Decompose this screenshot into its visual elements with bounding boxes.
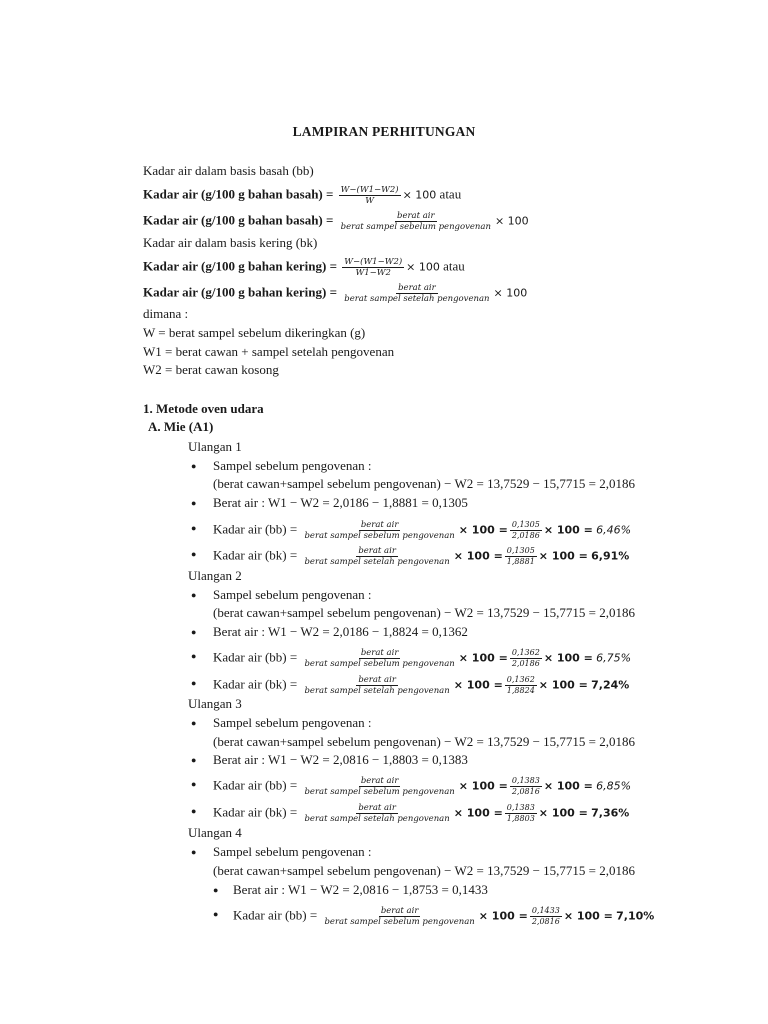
bullet-icon: ●: [213, 909, 219, 919]
fraction-numerator: berat air: [397, 211, 435, 221]
fraction-denominator: berat sampel setelah pengovenan: [304, 814, 450, 824]
formula-bk-1: [143, 257, 465, 278]
value-fraction: [510, 648, 542, 669]
fraction-denominator: berat sampel sebelum pengovenan: [304, 659, 455, 669]
fraction-numerator: W−(W1−W2): [344, 257, 403, 267]
fraction: [339, 185, 401, 206]
berat-air-line: [213, 624, 468, 640]
times-100: × 100 =: [538, 678, 588, 692]
fraction: [342, 257, 404, 278]
times-100: × 100: [493, 286, 528, 300]
ulangan-label: Ulangan 4: [188, 825, 242, 840]
kadar-bb-prefix: Kadar air (bb) =: [213, 521, 301, 537]
bb-heading: Kadar air dalam basis basah (bb): [143, 163, 314, 178]
bullet-icon: ●: [191, 678, 197, 688]
value-numerator: 0,1383: [506, 803, 535, 812]
times-100: × 100: [494, 214, 529, 228]
times-100: × 100 =: [543, 523, 593, 537]
result-value: 6,85%: [596, 779, 632, 793]
bullet-icon: ●: [191, 590, 197, 600]
formula-label: Kadar air (g/100 g bahan basah) =: [143, 212, 337, 228]
bullet-icon: ●: [191, 523, 197, 533]
value-numerator: 0,1305: [511, 520, 540, 529]
kadar-bk-prefix: Kadar air (bk) =: [213, 547, 301, 563]
ulangan-label: Ulangan 2: [188, 568, 242, 583]
fraction-numerator: berat air: [360, 776, 399, 786]
kadar-air-bb: [213, 520, 631, 541]
bullet-icon: ●: [191, 755, 197, 765]
bullet-icon: ●: [191, 847, 197, 857]
fraction-numerator: berat air: [358, 803, 396, 813]
bullet-icon: ●: [191, 549, 197, 559]
result-value: 6,75%: [596, 651, 632, 665]
fraction-denominator: berat sampel setelah pengovenan: [304, 686, 450, 696]
times-100: × 100 =: [453, 806, 503, 820]
fraction-numerator: berat air: [380, 906, 419, 916]
value-fraction: [505, 546, 537, 567]
fraction: [302, 648, 456, 669]
kadar-air-bk: [213, 546, 629, 567]
times-100: × 100 =: [458, 779, 508, 793]
bullet-icon: ●: [191, 718, 197, 728]
sampel-calc: (berat cawan+sampel sebelum pengovenan) − W2 = 13,7529 − 15,7715 = 2,0186: [213, 734, 635, 749]
kadar-bb-prefix: Kadar air (bb) =: [213, 649, 301, 665]
value-denominator: 1,8881: [506, 557, 535, 566]
section-heading: 1. Metode oven udara: [143, 401, 264, 416]
fraction-denominator: berat sampel sebelum pengovenan: [324, 917, 475, 927]
value-denominator: 2,0816: [511, 787, 540, 796]
bullet-icon: ●: [191, 461, 197, 471]
fraction-numerator: W−(W1−W2): [340, 185, 399, 195]
fraction-denominator: berat sampel sebelum pengovenan: [304, 787, 455, 797]
fraction: [339, 211, 493, 232]
kadar-air-bb: [233, 906, 654, 927]
fraction-denominator: berat sampel setelah pengovenan: [304, 557, 450, 567]
fraction-numerator: berat air: [358, 546, 396, 556]
definition-w2: W2 = berat cawan kosong: [143, 362, 279, 377]
fraction: [322, 906, 476, 927]
kadar-bk-prefix: Kadar air (bk) =: [213, 676, 301, 692]
times-100: × 100: [402, 188, 437, 202]
value-fraction: [505, 675, 537, 696]
fraction: [302, 675, 451, 696]
kadar-air-bk: [213, 675, 629, 696]
berat-air-line: [233, 882, 488, 898]
times-100: × 100 =: [458, 651, 508, 665]
value-denominator: 2,0186: [511, 531, 540, 540]
fraction-numerator: berat air: [398, 283, 436, 293]
sampel-label: Sampel sebelum pengovenan :: [213, 458, 372, 473]
times-100: × 100 =: [453, 678, 503, 692]
value-numerator: 0,1305: [506, 546, 535, 555]
atau-text: atau: [439, 258, 465, 274]
fraction-numerator: berat air: [360, 648, 399, 658]
times-100: × 100: [406, 260, 440, 274]
berat-air-prefix: Berat air :: [213, 752, 268, 767]
times-100: × 100 =: [538, 549, 588, 563]
formula-bb-1: [143, 185, 461, 206]
fraction-numerator: berat air: [360, 520, 399, 530]
atau-text: atau: [436, 186, 462, 202]
formula-label: Kadar air (g/100 g bahan basah) =: [143, 186, 337, 202]
kadar-bk-prefix: Kadar air (bk) =: [213, 804, 301, 820]
times-100: × 100 =: [538, 806, 588, 820]
formula-label: Kadar air (g/100 g bahan kering) =: [143, 258, 341, 274]
sampel-calc: (berat cawan+sampel sebelum pengovenan) − W2 = 13,7529 − 15,7715 = 2,0186: [213, 863, 635, 878]
berat-air-calc: W1 − W2 = 2,0816 − 1,8753 = 0,1433: [288, 882, 488, 897]
times-100: × 100 =: [453, 549, 503, 563]
fraction-denominator: berat sampel sebelum pengovenan: [340, 222, 491, 232]
value-fraction: [505, 803, 537, 824]
fraction: [302, 776, 456, 797]
fraction-denominator: W: [365, 196, 374, 206]
result-value: 6,46%: [596, 523, 632, 537]
berat-air-prefix: Berat air :: [213, 624, 268, 639]
value-fraction: [530, 906, 562, 927]
sampel-calc: (berat cawan+sampel sebelum pengovenan) − W2 = 13,7529 − 15,7715 = 2,0186: [213, 605, 635, 620]
fraction-denominator: W1−W2: [355, 268, 391, 278]
sampel-label: Sampel sebelum pengovenan :: [213, 587, 372, 602]
bullet-icon: ●: [213, 885, 219, 895]
ulangan-label: Ulangan 1: [188, 439, 242, 454]
result-value: 7,10%: [616, 909, 655, 923]
berat-air-prefix: Berat air :: [213, 495, 268, 510]
bullet-icon: ●: [191, 779, 197, 789]
formula-bk-2: [143, 283, 527, 304]
fraction: [302, 546, 451, 567]
value-denominator: 1,8803: [506, 814, 535, 823]
value-numerator: 0,1362: [511, 648, 540, 657]
ulangan-label: Ulangan 3: [188, 696, 242, 711]
bullet-icon: ●: [191, 627, 197, 637]
times-100: × 100 =: [478, 909, 528, 923]
times-100: × 100 =: [543, 651, 593, 665]
formula-bb-2: [143, 211, 529, 232]
berat-air-calc: W1 − W2 = 2,0816 − 1,8803 = 0,1383: [268, 752, 468, 767]
sampel-label: Sampel sebelum pengovenan :: [213, 715, 372, 730]
times-100: × 100 =: [563, 909, 613, 923]
kadar-air-bb: [213, 648, 631, 669]
fraction-denominator: berat sampel setelah pengovenan: [344, 294, 490, 304]
formula-label: Kadar air (g/100 g bahan kering) =: [143, 284, 341, 300]
berat-air-calc: W1 − W2 = 2,0186 − 1,8881 = 0,1305: [268, 495, 468, 510]
kadar-bb-prefix: Kadar air (bb) =: [233, 907, 321, 923]
fraction: [342, 283, 491, 304]
kadar-air-bk: [213, 803, 629, 824]
times-100: × 100 =: [458, 523, 508, 537]
value-numerator: 0,1383: [511, 776, 540, 785]
value-fraction: [510, 520, 542, 541]
berat-air-prefix: Berat air :: [233, 882, 288, 897]
bk-heading: Kadar air dalam basis kering (bk): [143, 235, 318, 250]
dimana-label: dimana :: [143, 306, 189, 321]
definition-w1: W1 = berat cawan + sampel setelah pengovenan: [143, 344, 395, 359]
fraction: [302, 803, 451, 824]
fraction-denominator: berat sampel sebelum pengovenan: [304, 531, 455, 541]
value-numerator: 0,1362: [506, 675, 535, 684]
kadar-air-bb: [213, 776, 631, 797]
result-value: 7,24%: [591, 678, 630, 692]
berat-air-calc: W1 − W2 = 2,0186 − 1,8824 = 0,1362: [268, 624, 468, 639]
result-value: 7,36%: [591, 806, 630, 820]
berat-air-line: [213, 752, 468, 768]
kadar-bb-prefix: Kadar air (bb) =: [213, 777, 301, 793]
sampel-calc: (berat cawan+sampel sebelum pengovenan) − W2 = 13,7529 − 15,7715 = 2,0186: [213, 476, 635, 491]
bullet-icon: ●: [191, 806, 197, 816]
bullet-icon: ●: [191, 498, 197, 508]
value-numerator: 0,1433: [531, 906, 560, 915]
fraction-numerator: berat air: [358, 675, 396, 685]
value-denominator: 1,8824: [506, 686, 535, 695]
berat-air-line: [213, 495, 468, 511]
subsection-heading: A. Mie (A1): [148, 419, 214, 434]
bullet-icon: ●: [191, 651, 197, 661]
value-denominator: 2,0186: [511, 659, 540, 668]
value-fraction: [510, 776, 542, 797]
sampel-label: Sampel sebelum pengovenan :: [213, 844, 372, 859]
definition-w: W = berat sampel sebelum dikeringkan (g): [143, 325, 366, 340]
fraction: [302, 520, 456, 541]
result-value: 6,91%: [591, 549, 630, 563]
value-denominator: 2,0816: [531, 917, 560, 926]
page-title: LAMPIRAN PERHITUNGAN: [292, 124, 476, 139]
times-100: × 100 =: [543, 779, 593, 793]
